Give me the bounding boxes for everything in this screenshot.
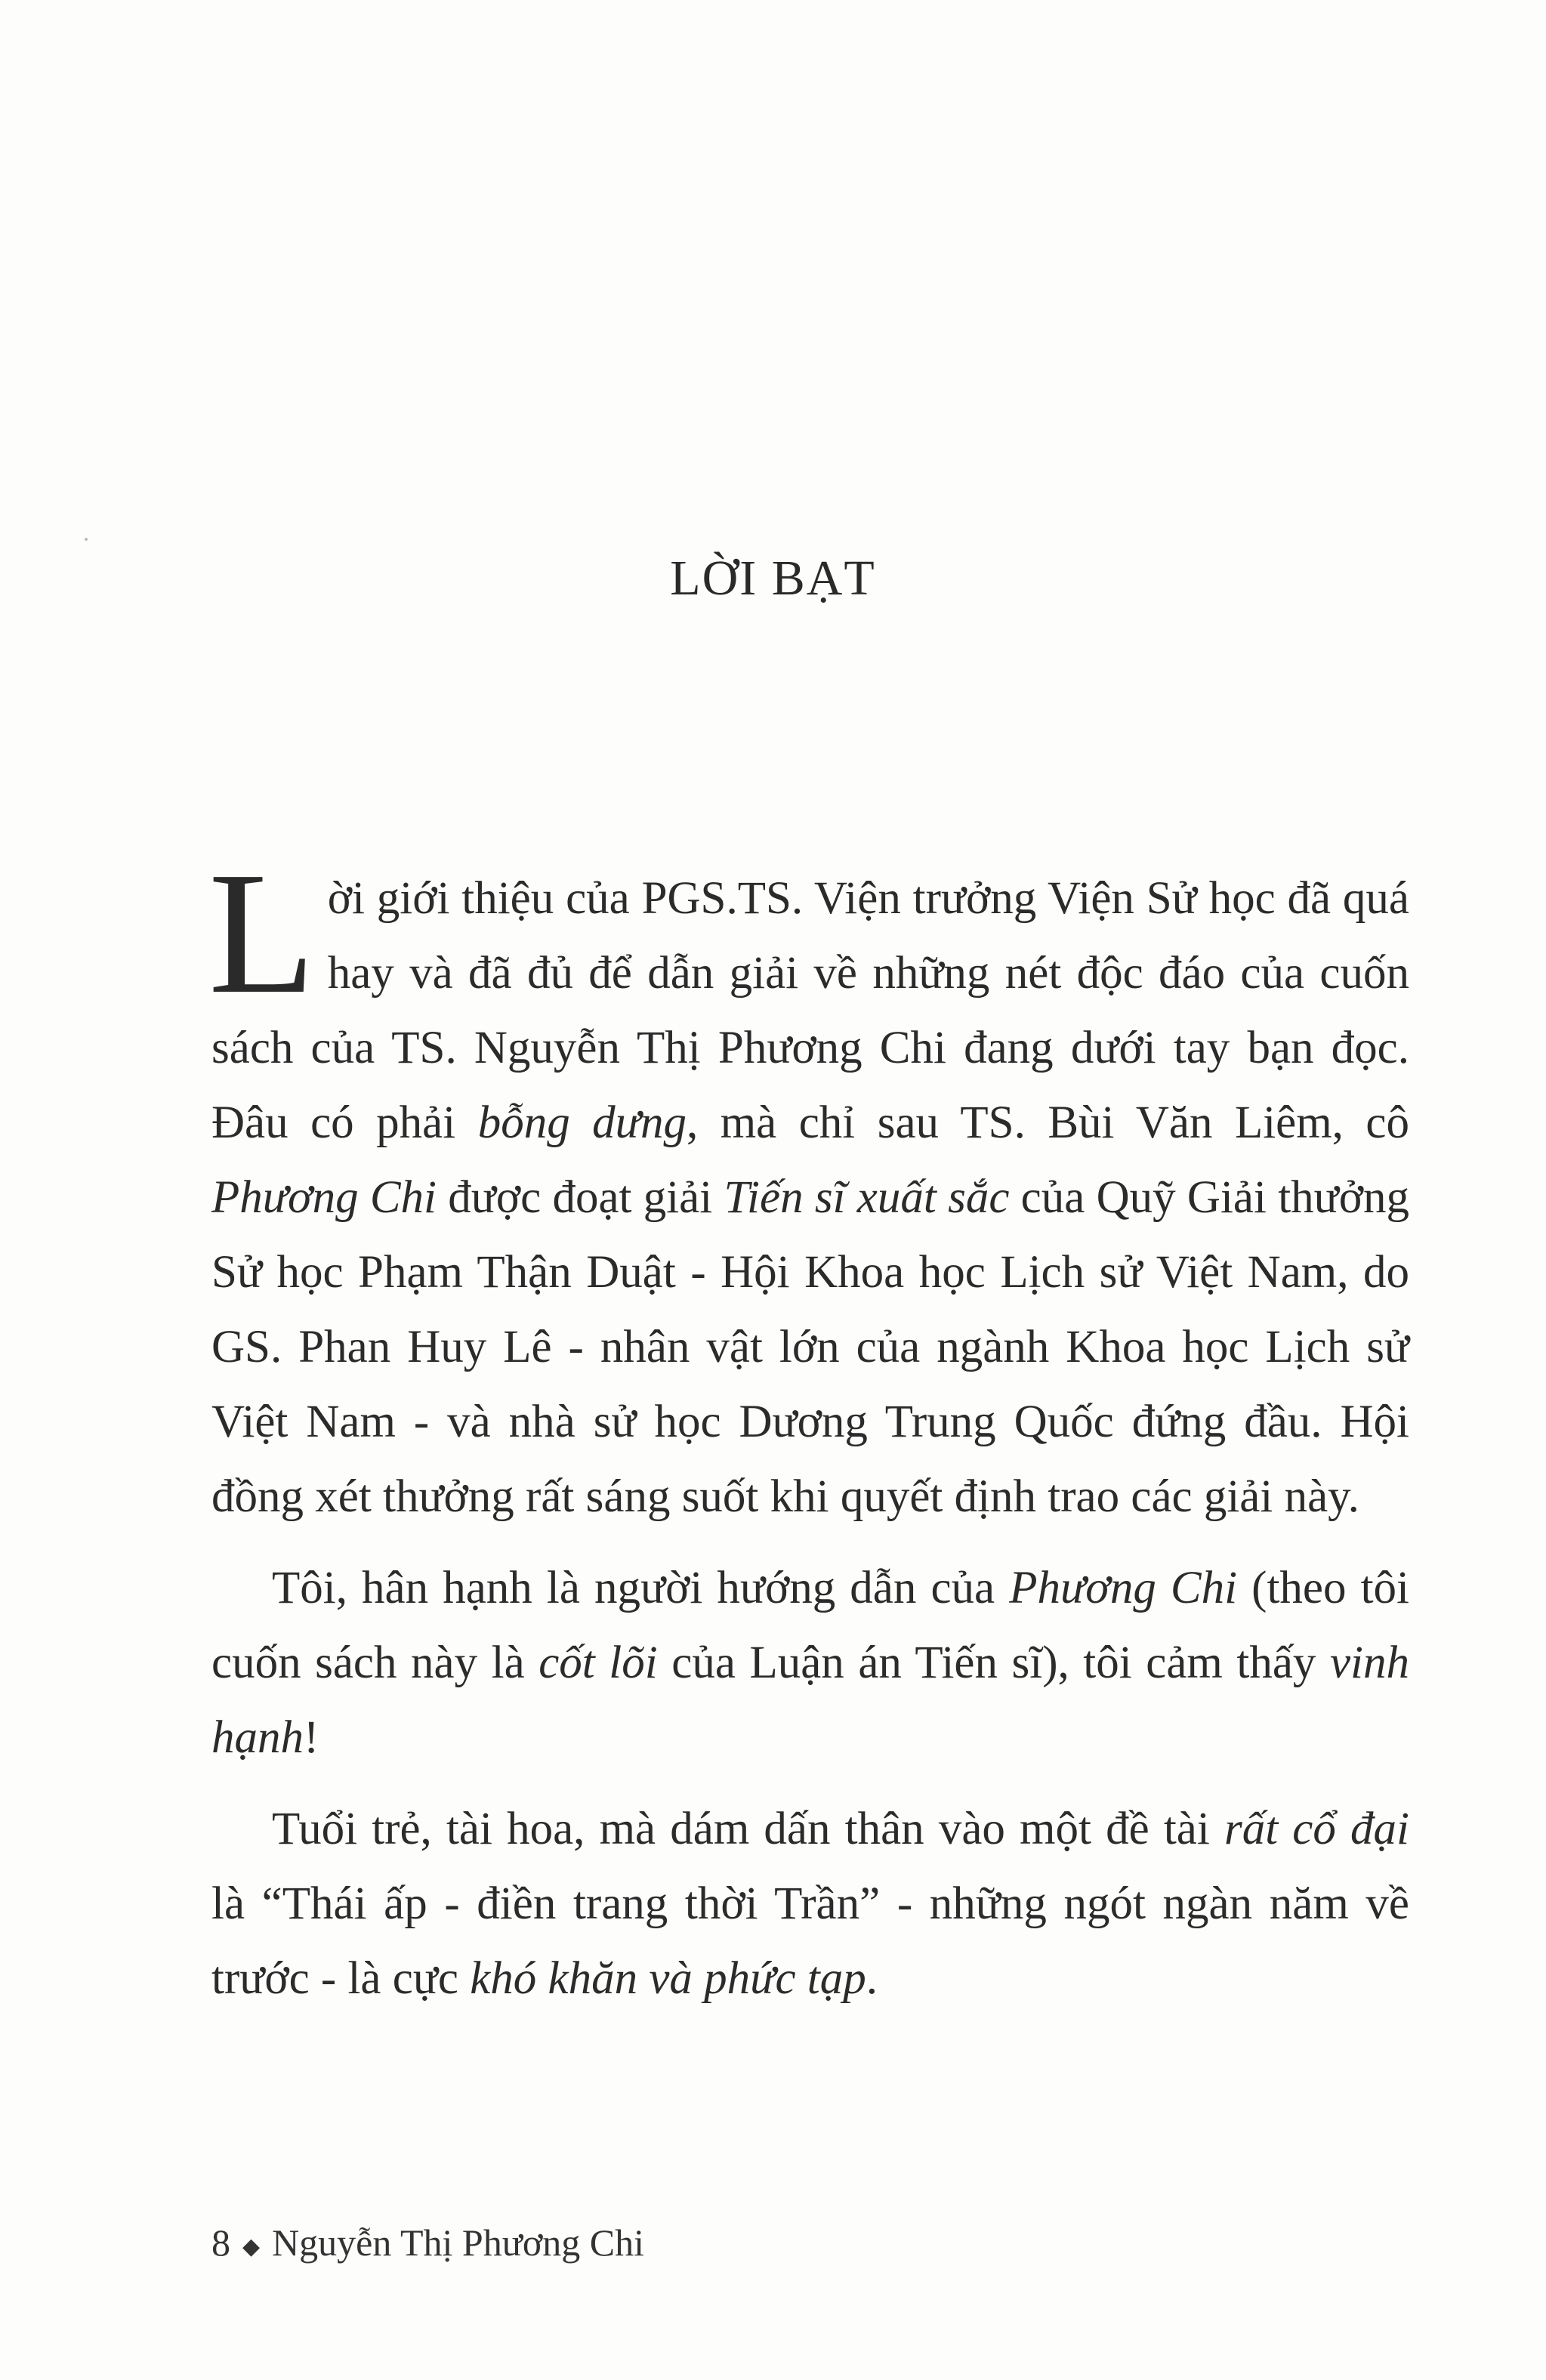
italic-segment: vinh hạnh bbox=[211, 1638, 1409, 1763]
text-segment: được đoạt giải bbox=[437, 1172, 724, 1223]
text-segment: ! bbox=[304, 1712, 319, 1763]
italic-segment: Phương Chi bbox=[1009, 1563, 1238, 1613]
italic-segment: khó khăn và phức tạp bbox=[470, 1953, 866, 2004]
text-segment: , mà chỉ sau TS. Bùi Văn Liêm, cô bbox=[686, 1097, 1409, 1148]
chapter-heading: LỜI BẠT bbox=[670, 551, 876, 606]
italic-segment: bỗng dưng bbox=[477, 1097, 687, 1148]
text-segment: của Quỹ Giải thưởng Sử học Phạm Thận Duật - Hội Khoa học Lịch sử Việt Nam, do GS. Phan Huy Lê - nhân vật lớn của ngành Khoa học Lịch sử Việt Nam - và nhà sử học Dương Trung Quốc đứng đầu. Hội đồng xét thưởng rất sáng suốt khi quyết định trao các giải này. bbox=[211, 1172, 1409, 1522]
italic-segment: Tiến sĩ xuất sắc bbox=[724, 1172, 1010, 1223]
text-segment: của Luận án Tiến sĩ), tôi cảm thấy bbox=[657, 1638, 1330, 1688]
italic-segment: rất cổ đại bbox=[1224, 1804, 1409, 1854]
drop-cap: L bbox=[208, 836, 316, 1030]
page-footer bbox=[211, 2221, 644, 2264]
diamond-bullet-icon: ◆ bbox=[242, 2234, 261, 2260]
text-segment: ời giới thiệu của PGS.TS. Viện trưởng Viện Sử học đã quá hay và đã đủ để dẫn giải về những nét độc đáo của cuốn sách của TS. Nguyễn Thị Phương Chi đang dưới tay bạn đọc. Đâu có phải bbox=[211, 873, 1409, 1148]
paragraph-2 bbox=[211, 1551, 1409, 1775]
paper-speck bbox=[85, 538, 88, 541]
text-segment: Tôi, hân hạnh là người hướng dẫn của bbox=[272, 1563, 1010, 1613]
text-segment: . bbox=[866, 1953, 878, 2004]
running-author: Nguyễn Thị Phương Chi bbox=[272, 2221, 644, 2264]
body-text bbox=[208, 836, 1409, 2016]
text-segment: Tuổi trẻ, tài hoa, mà dám dấn thân vào một đề tài bbox=[272, 1804, 1224, 1854]
text-segment: là “Thái ấp - điền trang thời Trần” - những ngót ngàn năm về trước - là cực bbox=[211, 1878, 1409, 2004]
paragraph-3 bbox=[211, 1792, 1409, 2016]
text-segment: (theo tôi cuốn sách này là bbox=[211, 1563, 1409, 1688]
italic-segment: cốt lõi bbox=[538, 1638, 658, 1688]
paragraph-1 bbox=[208, 836, 1409, 1534]
page-number: 8 bbox=[211, 2221, 230, 2264]
italic-segment: Phương Chi bbox=[211, 1172, 437, 1223]
